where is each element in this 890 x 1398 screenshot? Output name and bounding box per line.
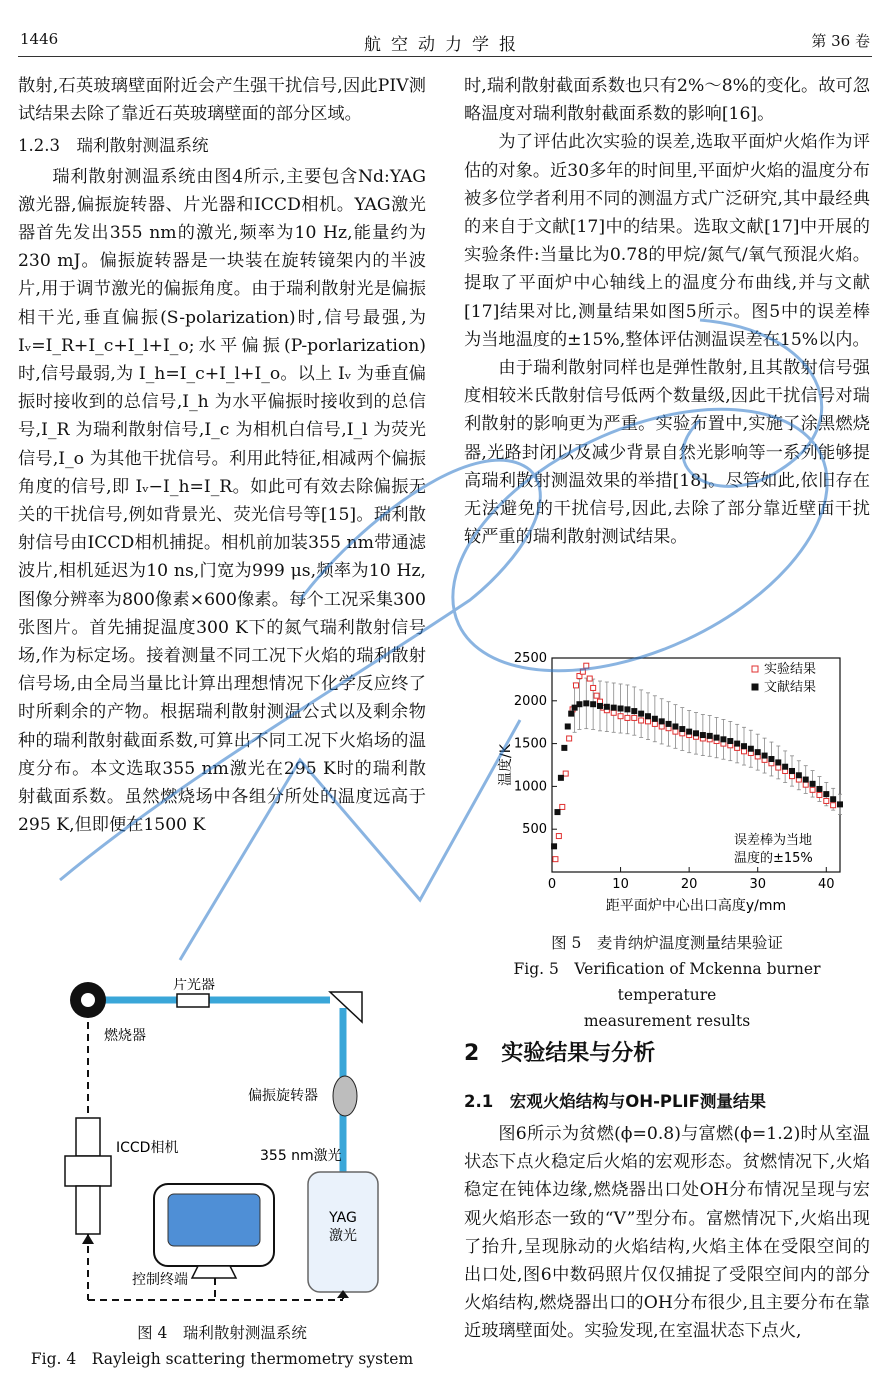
page-header [0, 0, 890, 56]
y-tick-label: 1500 [513, 736, 547, 752]
yag-label: YAG [329, 1210, 357, 1226]
experiment-point [632, 715, 637, 720]
right-column [464, 72, 870, 551]
legend-marker [752, 684, 758, 690]
literature-point [569, 711, 574, 716]
y-axis-label: 温度/K [498, 744, 514, 786]
literature-point [810, 781, 815, 786]
legend-label: 实验结果 [764, 662, 817, 677]
experiment-point [803, 782, 808, 787]
iccd-lens-icon [76, 1118, 100, 1156]
sheet-optics-label: 片光器 [173, 978, 215, 993]
literature-point [714, 735, 719, 740]
experiment-point [618, 714, 623, 719]
experiment-point [673, 729, 678, 734]
y-tick-label: 500 [522, 822, 547, 838]
experiment-point [580, 669, 585, 674]
literature-point [639, 711, 644, 716]
literature-point [591, 702, 596, 707]
page-number: 1446 [20, 30, 59, 48]
sheet-optics-icon [177, 994, 209, 1007]
x-tick-label: 20 [680, 877, 698, 892]
iccd-camera-icon [65, 1156, 111, 1186]
literature-point [652, 716, 657, 721]
literature-point [721, 737, 726, 742]
experiment-point [790, 774, 795, 779]
paragraph: 由于瑞利散射同样也是弹性散射,且其散射信号强度相较米氏散射信号低两个数量级,因此干扰信号对瑞利散射的影响更为严重。实验布置中,实施了涂黑燃烧器,光路封闭以及减少背景自然光影响等一系列能够提高瑞利散射测温效果的举措[18]。尽管如此,依旧存在无法避免的干扰信号,因此,去除了部分靠近壁面干扰较严重的瑞利散射测试结果。 [464, 358, 870, 548]
legend-label: 文献结果 [764, 680, 817, 695]
fig5-caption [464, 930, 870, 1034]
fig5-caption-cn: 图 5 麦肯纳炉温度测量结果验证 [551, 934, 783, 952]
literature-point [666, 721, 671, 726]
literature-point [817, 786, 822, 791]
literature-point [577, 702, 582, 707]
section-heading-2: 2 实验结果与分析 [464, 1041, 656, 1066]
literature-point [783, 764, 788, 769]
experiment-point [574, 683, 579, 688]
literature-point [598, 703, 603, 708]
x-tick-label: 10 [612, 877, 629, 892]
literature-point [618, 706, 623, 711]
x-axis-label: 距平面炉中心出口高度y/mm [605, 898, 787, 914]
fig4-caption [18, 1320, 426, 1372]
experiment-point [591, 685, 596, 690]
yag-label-2: 激光 [329, 1228, 357, 1244]
x-tick-label: 0 [547, 877, 557, 892]
x-tick-label: 30 [749, 877, 766, 892]
section-heading-2-1: 2.1 宏观火焰结构与OH-PLIF测量结果 [464, 1092, 766, 1111]
paragraph: 散射,石英玻璃壁面附近会产生强干扰信号,因此PIV测试结果去除了靠近石英玻璃壁面的部分区域。 [18, 76, 426, 125]
experiment-point [587, 676, 592, 681]
experiment-point [659, 724, 664, 729]
literature-point [555, 810, 560, 815]
experiment-point [776, 765, 781, 770]
paragraph: 瑞利散射测温系统由图4所示,主要包含Nd:YAG激光器,偏振旋转器、片光器和ICCD相机。YAG激光器首先发出355 nm的激光,频率为10 Hz,能量约为230 mJ。偏振旋转器是一块装在旋转镜架内的半波片,用于调节激光的偏振角度。由于瑞利散射光是偏振相干光,垂直偏振(S-polarization)时,信号最强,为 Iᵥ=I_R+I_c+I_l+I_o;水平偏振(P-porlarization)时,信号最弱,为 I_h=I_c+I_l+I_o。以上 Iᵥ 为垂直偏振时接收到的总信号,I_h 为水平偏振时接收到的总信号,I_R 为瑞利散射信号,I_c 为相机白信号,I_l 为荧光信号,I_o 为其他干扰信号。利用此特征,相减两个偏振角度的信号,即 Iᵥ−I_h=I_R。如此可有效去除偏振无关的干扰信号,例如背景光、荧光信号等[15]。瑞利散射信号由ICCD相机捕捉。相机前加装355 nm带通滤波片,相机延迟为10 ns,门宽为999 μs,频率为10 Hz,图像分辨率为800像素×600像素。每个工况采集300张图片。首先捕捉温度300 K下的氮气瑞利散射信号场,作为标定场。接着测量不同工况下火焰的瑞利散射信号场,由全局当量比计算出理想情况下化学反应终了时所剩余的产物。根据瑞利散射测温公式以及剩余物种的瑞利散射截面系数,可算出不同工况下火焰场的温度分布。本文选取355 nm激光在295 K时的瑞利散射截面系数。虽然燃烧场中各组分所处的温度远高于295 K,但即便在1500 K [18, 166, 426, 836]
legend-marker [752, 666, 758, 672]
chart-annotation: 温度的±15% [734, 851, 813, 866]
literature-point [659, 719, 664, 724]
literature-point [700, 733, 705, 738]
literature-point [680, 727, 685, 732]
header-rule [18, 56, 872, 57]
polarizer-icon [333, 1076, 357, 1116]
experiment-point [810, 787, 815, 792]
experiment-point [567, 736, 572, 741]
literature-point [565, 724, 570, 729]
experiment-point [611, 710, 616, 715]
section-heading-1-2-3: 1.2.3 瑞利散射测温系统 [18, 136, 209, 156]
fig4-caption-en: Fig. 4 Rayleigh scattering thermometry system [30, 1350, 414, 1368]
x-tick-label: 40 [818, 877, 835, 892]
literature-point [552, 844, 557, 849]
experiment-point [646, 719, 651, 724]
paragraph: 时,瑞利散射截面系数也只有2%～8%的变化。故可忽略温度对瑞利散射截面系数的影响[16]。 [464, 76, 870, 125]
literature-point [728, 739, 733, 744]
literature-point [838, 802, 843, 807]
control-label: 控制终端 [132, 1272, 188, 1288]
literature-point [803, 777, 808, 782]
literature-point [755, 750, 760, 755]
volume-label: 第 36 卷 [811, 32, 870, 50]
literature-point [558, 775, 563, 780]
iccd-label: ICCD相机 [116, 1140, 179, 1156]
y-tick-label: 1000 [513, 779, 547, 795]
literature-point [776, 760, 781, 765]
experiment-point [824, 798, 829, 803]
literature-point [831, 797, 836, 802]
literature-point [748, 746, 753, 751]
experiment-point [625, 715, 630, 720]
fig5-caption-en-2: measurement results [583, 1012, 751, 1030]
journal-title: 航空动力学报 [364, 35, 526, 55]
literature-point [735, 741, 740, 746]
literature-point [762, 753, 767, 758]
rayleigh-system-diagram [60, 978, 380, 1308]
literature-point [707, 733, 712, 738]
literature-point [604, 704, 609, 709]
experiment-point [594, 693, 599, 698]
chart-annotation: 误差棒为当地 [734, 833, 813, 848]
experiment-point [831, 803, 836, 808]
literature-point [562, 745, 567, 750]
literature-point [646, 714, 651, 719]
burner-label: 燃烧器 [104, 1028, 146, 1044]
paragraph: 图6所示为贫燃(ϕ=0.8)与富燃(ϕ=1.2)时从室温状态下点火稳定后火焰的宏观形态。贫燃情况下,火焰稳定在钝体边缘,燃烧器出口处OH分布情况呈现与宏观火焰形态一致的“V”型分布。富燃情况下,火焰出现了抬升,呈现脉动的火焰结构,火焰主体在受限空间的出口处,图6中数码照片仅仅捕捉了受限空间内的部分火焰结构,燃烧器出口的OH分布很少,且主要分布在靠近玻璃壁面处。实验发现,在室温状态下点火, [464, 1124, 870, 1342]
experiment-point [652, 721, 657, 726]
experiment-point [553, 857, 558, 862]
experiment-point [639, 718, 644, 723]
experiment-point [742, 749, 747, 754]
literature-point [632, 709, 637, 714]
paragraph: 为了评估此次实验的误差,选取平面炉火焰作为评估的对象。近30多年的时间里,平面炉火焰的温度分布被多位学者利用不同的测温方式广泛研究,其中最经典的来自于文献[17]中的结果。选取文献[17]中开展的实验条件:当量比为0.78的甲烷/氮气/氧气预混火焰。提取了平面炉中心轴线上的温度分布曲线,并与文献[17]结果对比,测量结果如图5所示。图5中的误差棒为当地温度的±15%,整体评估测温误差在15%以内。 [464, 132, 870, 350]
experiment-point [817, 792, 822, 797]
literature-point [673, 724, 678, 729]
experiment-point [556, 834, 561, 839]
literature-point [694, 731, 699, 736]
experiment-point [560, 804, 565, 809]
left-column [18, 72, 426, 839]
right-column-bottom [464, 1120, 870, 1346]
temperature-validation-chart [490, 650, 850, 925]
literature-point [611, 705, 616, 710]
literature-point [824, 792, 829, 797]
literature-point [584, 701, 589, 706]
experiment-point [563, 771, 568, 776]
literature-point [687, 729, 692, 734]
fig5-caption-en-1: Fig. 5 Verification of Mckenna burner temperature [513, 960, 821, 1004]
y-tick-label: 2500 [513, 651, 547, 666]
literature-point [742, 744, 747, 749]
experiment-point [584, 663, 589, 668]
fig4-caption-cn: 图 4 瑞利散射测温系统 [137, 1324, 307, 1342]
polarizer-label: 偏振旋转器 [248, 1088, 318, 1104]
literature-point [572, 705, 577, 710]
literature-point [790, 768, 795, 773]
y-tick-label: 2000 [513, 693, 547, 709]
literature-point [796, 773, 801, 778]
laser-label: 355 nm激光 [260, 1148, 342, 1164]
literature-point [625, 707, 630, 712]
literature-point [769, 757, 774, 762]
